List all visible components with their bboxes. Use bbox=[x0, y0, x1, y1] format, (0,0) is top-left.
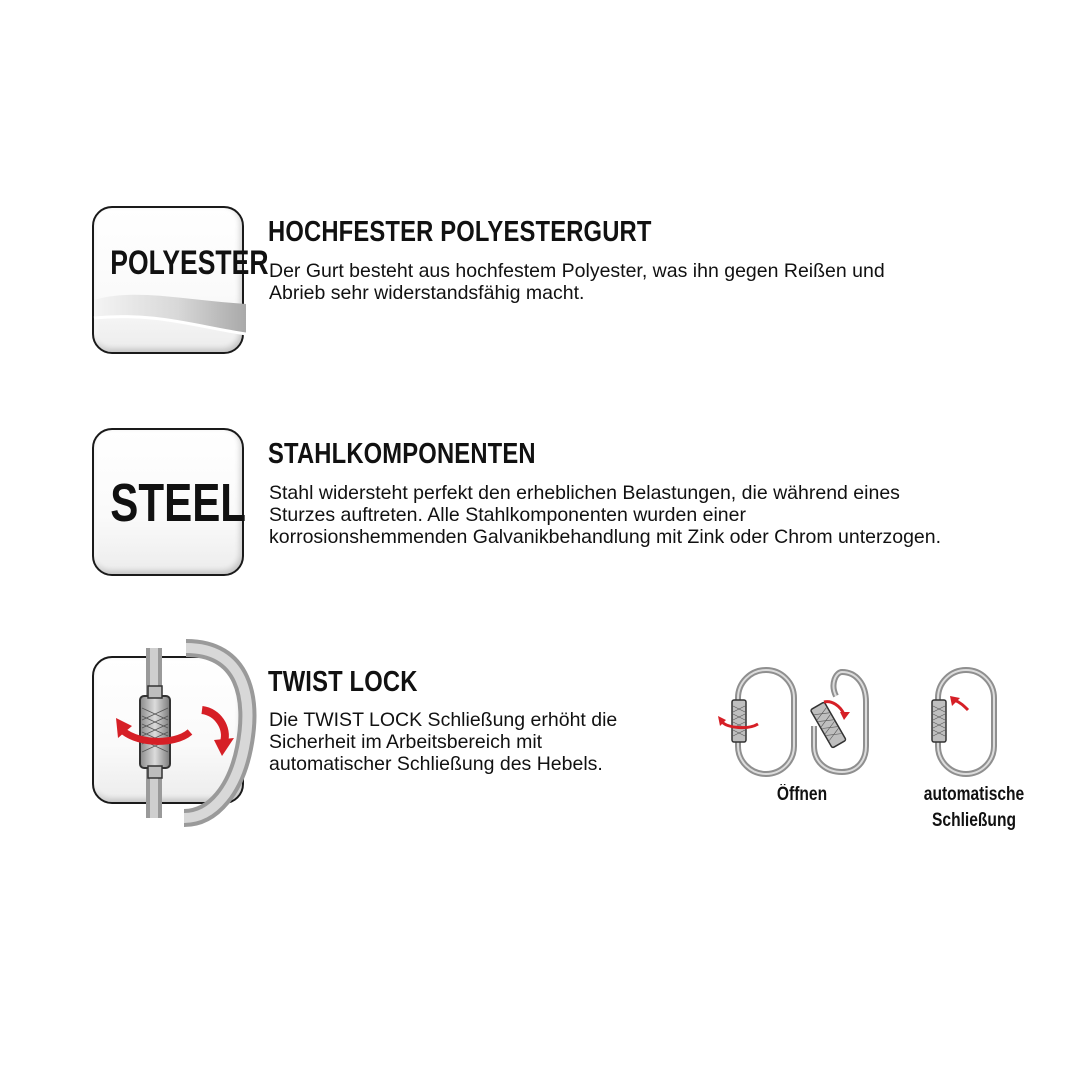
polyester-title: HOCHFESTER POLYESTERGURT bbox=[268, 216, 652, 248]
polyester-badge-label: POLYESTER bbox=[110, 244, 269, 282]
twist-lock-carabiner-icon bbox=[94, 658, 246, 806]
open-caption: Öffnen bbox=[776, 784, 828, 805]
carabiner-closed-twist-icon bbox=[718, 666, 798, 778]
twist-lock-badge bbox=[92, 656, 244, 804]
twist-lock-description-line: Sicherheit im Arbeitsbereich mit bbox=[269, 731, 543, 753]
steel-description-line: Sturzes auftreten. Alle Stahlkomponenten wurden einer bbox=[269, 504, 746, 526]
carabiner-open-icon bbox=[806, 666, 876, 778]
steel-badge-label: STEEL bbox=[110, 473, 247, 533]
auto-close-caption bbox=[908, 782, 1039, 834]
steel-description bbox=[269, 482, 941, 548]
polyester-description-line: Der Gurt besteht aus hochfestem Polyester, was ihn gegen Reißen und bbox=[269, 260, 885, 282]
polyester-wave-icon bbox=[94, 208, 269, 356]
auto-close-caption-line: Schließung bbox=[932, 810, 1016, 831]
twist-lock-description-line: Die TWIST LOCK Schließung erhöht die bbox=[269, 709, 618, 731]
twist-lock-description-line: automatischer Schließung des Hebels. bbox=[269, 753, 603, 775]
polyester-description-line: Abrieb sehr widerstandsfähig macht. bbox=[269, 282, 585, 304]
polyester-description bbox=[269, 260, 885, 304]
steel-description-line: korrosionshemmenden Galvanikbehandlung mit Zink oder Chrom unterzogen. bbox=[269, 526, 942, 548]
carabiner-auto-close-icon bbox=[918, 666, 998, 778]
twist-lock-description bbox=[269, 709, 617, 775]
polyester-badge bbox=[92, 206, 269, 354]
steel-title: STAHLKOMPONENTEN bbox=[268, 438, 536, 470]
twist-lock-title: TWIST LOCK bbox=[268, 666, 418, 698]
steel-badge bbox=[92, 428, 247, 576]
auto-close-caption-line: automatische bbox=[923, 784, 1025, 805]
steel-description-line: Stahl widersteht perfekt den erheblichen Belastungen, die während eines bbox=[269, 482, 900, 504]
